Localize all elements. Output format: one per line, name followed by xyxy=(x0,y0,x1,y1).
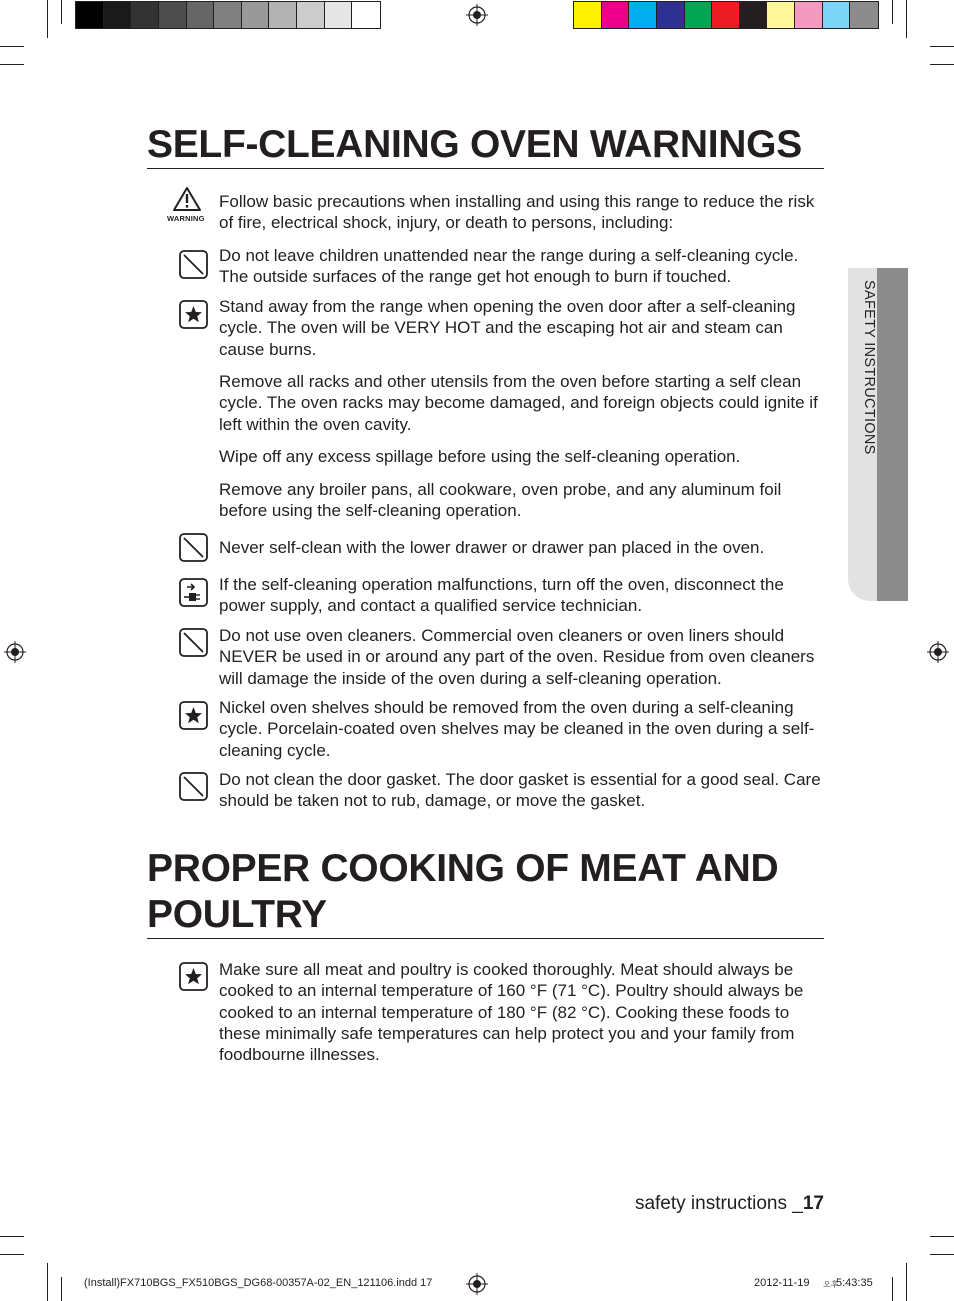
crop-mark xyxy=(906,1263,907,1301)
color-swatch xyxy=(823,2,851,28)
crop-mark xyxy=(930,64,954,65)
color-swatch xyxy=(159,2,187,28)
color-bar-grayscale xyxy=(75,1,381,29)
registration-mark-icon xyxy=(927,641,949,663)
registration-mark-icon xyxy=(466,4,488,26)
color-swatch xyxy=(767,2,795,28)
list-item: Nickel oven shelves should be removed from the oven during a self-cleaning cycle. Porcelain-coated oven shelves may be cleaned in the oven during a self-cleaning cycle. xyxy=(219,698,815,760)
registration-mark-icon xyxy=(4,641,26,663)
section-title: PROPER COOKING OF MEAT AND POULTRY xyxy=(147,846,824,939)
list-item: Do not use oven cleaners. Commercial oven cleaners or oven liners should NEVER be used in or around any part of the oven. Residue from oven cleaners will damage the inside of the oven during a self-cleaning operation. xyxy=(219,626,815,688)
crop-mark xyxy=(61,0,62,24)
color-swatch xyxy=(795,2,823,28)
color-swatch xyxy=(712,2,740,28)
prohibition-icon xyxy=(179,250,208,279)
slug-time: 5:43:35 xyxy=(836,1277,873,1289)
warning-triangle-icon xyxy=(172,186,202,212)
color-swatch xyxy=(269,2,297,28)
color-swatch xyxy=(131,2,159,28)
crop-mark xyxy=(892,0,893,24)
color-swatch xyxy=(325,2,353,28)
crop-mark xyxy=(0,64,24,65)
list-item: Remove any broiler pans, all cookware, oven probe, and any aluminum foil before using the self-cleaning operation. xyxy=(219,480,782,521)
color-bar-cmyk xyxy=(573,1,879,29)
side-tab-edge xyxy=(877,268,908,601)
color-swatch xyxy=(574,2,602,28)
star-note-icon xyxy=(179,300,208,329)
star-note-icon xyxy=(179,701,208,730)
crop-mark xyxy=(47,1263,48,1301)
list-item: Do not leave children unattended near the range during a self-cleaning cycle. The outside surfaces of the range get hot enough to burn if touched. xyxy=(219,246,799,287)
crop-mark xyxy=(930,1254,954,1255)
color-swatch xyxy=(352,2,380,28)
crop-mark xyxy=(0,1254,24,1255)
color-swatch xyxy=(214,2,242,28)
warning-intro: Follow basic precautions when installing and using this range to reduce the risk of fire, electrical shock, injury, or death to persons, including: xyxy=(219,192,815,233)
unplug-icon xyxy=(179,578,208,607)
crop-mark xyxy=(47,0,48,38)
list-item: Remove all racks and other utensils from the oven before starting a self clean cycle. The oven racks may become damaged, and foreign objects could ignite if left within the oven cavity. xyxy=(219,372,818,434)
slug-filename: (Install)FX710BGS_FX510BGS_DG68-00357A-02_EN_121106.indd 17 xyxy=(84,1277,433,1289)
color-swatch xyxy=(850,2,878,28)
color-swatch xyxy=(242,2,270,28)
color-swatch xyxy=(76,2,104,28)
crop-mark xyxy=(930,1236,954,1237)
prohibition-icon xyxy=(179,628,208,657)
slug-date: 2012-11-19 xyxy=(754,1277,810,1289)
color-swatch xyxy=(602,2,630,28)
color-swatch xyxy=(187,2,215,28)
footer-section-name: safety instructions _ xyxy=(634,1193,803,1214)
page-footer xyxy=(635,1193,824,1215)
prohibition-icon xyxy=(179,533,208,562)
color-swatch xyxy=(629,2,657,28)
list-item: Make sure all meat and poultry is cooked thoroughly. Meat should always be cooked to an internal temperature of 160 °F (71 °C). Poultry should always be cooked to an internal temperature of 180 °F (82 °C). Cooking these foods to these minimally safe temperatures can help protect you and your family from foodbourne illnesses. xyxy=(219,960,804,1065)
star-note-icon xyxy=(179,962,208,991)
list-item: Stand away from the range when opening the oven door after a self-cleaning cycle. The oven will be VERY HOT and the escaping hot air and steam can cause burns. xyxy=(219,297,796,359)
crop-mark xyxy=(0,46,24,47)
side-tab-label: SAFETY INSTRUCTIONS xyxy=(861,280,877,455)
page-number: 17 xyxy=(802,1193,824,1214)
registration-mark-icon xyxy=(466,1273,488,1295)
crop-mark xyxy=(0,1236,24,1237)
crop-mark xyxy=(906,0,907,38)
list-item: If the self-cleaning operation malfunctions, turn off the oven, disconnect the power supply, and contact a qualified service technician. xyxy=(219,575,784,616)
crop-mark xyxy=(61,1277,62,1301)
list-item: Do not clean the door gasket. The door gasket is essential for a good seal. Care should be taken not to rub, damage, or move the gasket. xyxy=(219,770,821,811)
crop-mark xyxy=(892,1277,893,1301)
warning-label: WARNING xyxy=(167,214,205,223)
color-swatch xyxy=(740,2,768,28)
list-item: Wipe off any excess spillage before using the self-cleaning operation. xyxy=(219,447,741,466)
color-swatch xyxy=(104,2,132,28)
prohibition-icon xyxy=(179,772,208,801)
color-swatch xyxy=(657,2,685,28)
crop-mark xyxy=(930,46,954,47)
list-item: Never self-clean with the lower drawer or drawer pan placed in the oven. xyxy=(219,538,765,557)
slug-time-marker: 오후 xyxy=(823,1280,839,1289)
color-swatch xyxy=(297,2,325,28)
section-title: SELF-CLEANING OVEN WARNINGS xyxy=(147,122,824,169)
color-swatch xyxy=(685,2,713,28)
